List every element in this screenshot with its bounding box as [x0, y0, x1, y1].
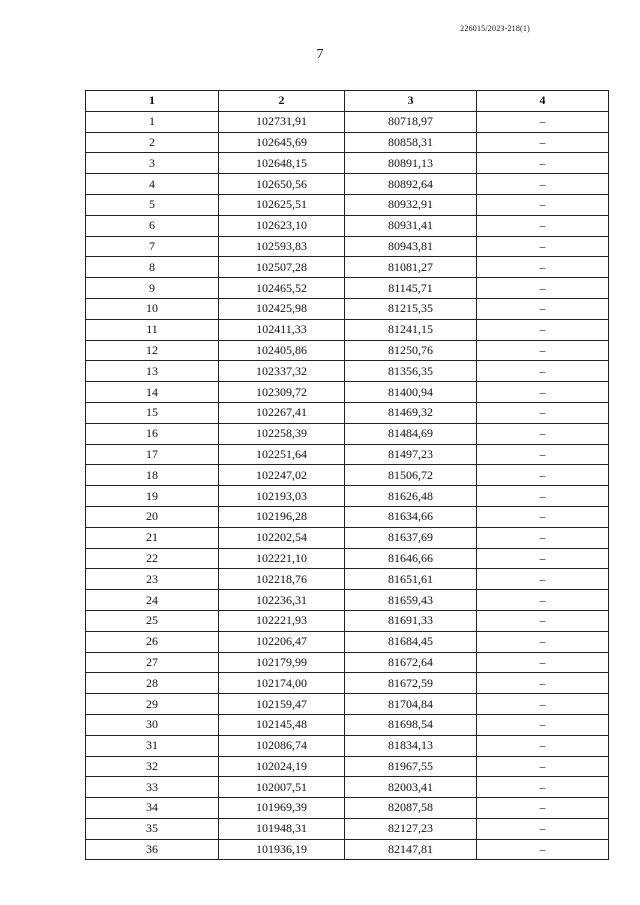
- page-number: 7: [316, 47, 324, 62]
- table-cell: 35: [86, 818, 219, 839]
- table-cell: –: [477, 798, 609, 819]
- table-cell: 81356,35: [345, 361, 477, 382]
- table-cell: 1: [86, 111, 219, 132]
- table-cell: 102267,41: [219, 402, 345, 423]
- table-row: [86, 569, 609, 590]
- table-cell: –: [477, 361, 609, 382]
- table-cell: 82003,41: [345, 777, 477, 798]
- table-row: [86, 486, 609, 507]
- table-cell: 34: [86, 798, 219, 819]
- table-cell: 31: [86, 735, 219, 756]
- table-cell: 15: [86, 402, 219, 423]
- table-row: [86, 298, 609, 319]
- table-cell: 102236,31: [219, 590, 345, 611]
- table-cell: –: [477, 652, 609, 673]
- table-cell: 81469,32: [345, 402, 477, 423]
- table-row: [86, 798, 609, 819]
- table-cell: –: [477, 132, 609, 153]
- table-row: [86, 818, 609, 839]
- table-row: [86, 319, 609, 340]
- table-cell: 81834,13: [345, 735, 477, 756]
- table-cell: 80931,41: [345, 215, 477, 236]
- table-row: [86, 714, 609, 735]
- table-cell: 102196,28: [219, 506, 345, 527]
- table-cell: 10: [86, 298, 219, 319]
- table-cell: 27: [86, 652, 219, 673]
- table-cell: 25: [86, 610, 219, 631]
- table-cell: 102650,56: [219, 174, 345, 195]
- table-cell: 19: [86, 486, 219, 507]
- table-cell: 17: [86, 444, 219, 465]
- table-cell: 16: [86, 423, 219, 444]
- table-cell: –: [477, 111, 609, 132]
- table-cell: 18: [86, 465, 219, 486]
- column-header: 4: [477, 91, 609, 112]
- table-cell: 81484,69: [345, 423, 477, 444]
- table-cell: 102145,48: [219, 714, 345, 735]
- table-row: [86, 444, 609, 465]
- table-row: [86, 735, 609, 756]
- table-cell: 102159,47: [219, 694, 345, 715]
- table-cell: –: [477, 215, 609, 236]
- table-row: [86, 111, 609, 132]
- table-cell: 81497,23: [345, 444, 477, 465]
- table-cell: 12: [86, 340, 219, 361]
- table-cell: –: [477, 278, 609, 299]
- table-cell: 102221,10: [219, 548, 345, 569]
- table-cell: –: [477, 777, 609, 798]
- table-body: [86, 111, 609, 860]
- table-cell: 102623,10: [219, 215, 345, 236]
- table-row: [86, 610, 609, 631]
- table-row: [86, 527, 609, 548]
- table-cell: 82087,58: [345, 798, 477, 819]
- table-cell: 81241,15: [345, 319, 477, 340]
- table-row: [86, 174, 609, 195]
- table-cell: –: [477, 465, 609, 486]
- table-cell: 33: [86, 777, 219, 798]
- table-cell: 81672,64: [345, 652, 477, 673]
- table-cell: –: [477, 818, 609, 839]
- table-cell: 9: [86, 278, 219, 299]
- table-cell: 102221,93: [219, 610, 345, 631]
- table-row: [86, 839, 609, 860]
- table-cell: 14: [86, 382, 219, 403]
- table-cell: 102258,39: [219, 423, 345, 444]
- table-cell: –: [477, 340, 609, 361]
- table-cell: 102193,03: [219, 486, 345, 507]
- table-cell: 81081,27: [345, 257, 477, 278]
- coordinates-table: [85, 90, 609, 860]
- table-cell: 81704,84: [345, 694, 477, 715]
- table-cell: 80718,97: [345, 111, 477, 132]
- table-cell: –: [477, 382, 609, 403]
- table-row: [86, 382, 609, 403]
- table-cell: 81637,69: [345, 527, 477, 548]
- table-header-row: [86, 91, 609, 112]
- table-row: [86, 215, 609, 236]
- column-header: 1: [86, 91, 219, 112]
- table-cell: 101948,31: [219, 818, 345, 839]
- table-cell: –: [477, 673, 609, 694]
- table-cell: 102411,33: [219, 319, 345, 340]
- table-cell: 36: [86, 839, 219, 860]
- table-cell: 101969,39: [219, 798, 345, 819]
- table-cell: 102179,99: [219, 652, 345, 673]
- table-cell: 30: [86, 714, 219, 735]
- table-cell: 20: [86, 506, 219, 527]
- table-cell: –: [477, 590, 609, 611]
- table-cell: 102024,19: [219, 756, 345, 777]
- table-cell: 32: [86, 756, 219, 777]
- table-row: [86, 278, 609, 299]
- table-cell: 102251,64: [219, 444, 345, 465]
- table-cell: 82147,81: [345, 839, 477, 860]
- table-cell: 8: [86, 257, 219, 278]
- table-cell: 81691,33: [345, 610, 477, 631]
- table-cell: –: [477, 423, 609, 444]
- table-cell: 80943,81: [345, 236, 477, 257]
- table-cell: 81684,45: [345, 631, 477, 652]
- table-row: [86, 402, 609, 423]
- table-cell: –: [477, 486, 609, 507]
- table-cell: –: [477, 506, 609, 527]
- table-cell: –: [477, 174, 609, 195]
- table-cell: 102648,15: [219, 153, 345, 174]
- table-row: [86, 694, 609, 715]
- table-row: [86, 340, 609, 361]
- table-row: [86, 777, 609, 798]
- table-cell: –: [477, 548, 609, 569]
- table-cell: 81659,43: [345, 590, 477, 611]
- table-cell: –: [477, 444, 609, 465]
- table-cell: 13: [86, 361, 219, 382]
- table-cell: 80891,13: [345, 153, 477, 174]
- table-cell: 102465,52: [219, 278, 345, 299]
- table-row: [86, 673, 609, 694]
- table-row: [86, 194, 609, 215]
- table-cell: 81698,54: [345, 714, 477, 735]
- table-cell: 102645,69: [219, 132, 345, 153]
- table-row: [86, 257, 609, 278]
- table-cell: 102731,91: [219, 111, 345, 132]
- table-cell: –: [477, 194, 609, 215]
- table-cell: 21: [86, 527, 219, 548]
- table-row: [86, 132, 609, 153]
- table-cell: 5: [86, 194, 219, 215]
- column-header: 3: [345, 91, 477, 112]
- table-row: [86, 652, 609, 673]
- table-cell: 102007,51: [219, 777, 345, 798]
- table-cell: 23: [86, 569, 219, 590]
- table-row: [86, 548, 609, 569]
- table-row: [86, 631, 609, 652]
- table-cell: –: [477, 319, 609, 340]
- table-cell: –: [477, 236, 609, 257]
- table-cell: –: [477, 402, 609, 423]
- table-row: [86, 756, 609, 777]
- table-cell: 80932,91: [345, 194, 477, 215]
- table-cell: 4: [86, 174, 219, 195]
- table-cell: 28: [86, 673, 219, 694]
- table-cell: –: [477, 527, 609, 548]
- table-cell: 102309,72: [219, 382, 345, 403]
- table-row: [86, 465, 609, 486]
- table-row: [86, 423, 609, 444]
- table-cell: 26: [86, 631, 219, 652]
- table-cell: 101936,19: [219, 839, 345, 860]
- table-row: [86, 153, 609, 174]
- table-cell: 102206,47: [219, 631, 345, 652]
- table-cell: 81646,66: [345, 548, 477, 569]
- table-cell: 81651,61: [345, 569, 477, 590]
- table-cell: 81634,66: [345, 506, 477, 527]
- table-row: [86, 590, 609, 611]
- table-cell: 102405,86: [219, 340, 345, 361]
- table-cell: 22: [86, 548, 219, 569]
- table-cell: –: [477, 714, 609, 735]
- table-cell: 7: [86, 236, 219, 257]
- table-cell: –: [477, 631, 609, 652]
- table-cell: 102625,51: [219, 194, 345, 215]
- table-cell: 2: [86, 132, 219, 153]
- table-cell: 82127,23: [345, 818, 477, 839]
- table-cell: –: [477, 257, 609, 278]
- column-header: 2: [219, 91, 345, 112]
- table-cell: 81626,48: [345, 486, 477, 507]
- table-cell: 3: [86, 153, 219, 174]
- table-cell: –: [477, 569, 609, 590]
- table-cell: 81506,72: [345, 465, 477, 486]
- table-cell: 11: [86, 319, 219, 340]
- table-cell: 102337,32: [219, 361, 345, 382]
- table-cell: 6: [86, 215, 219, 236]
- table-cell: –: [477, 756, 609, 777]
- table-cell: –: [477, 298, 609, 319]
- table-cell: 102593,83: [219, 236, 345, 257]
- table-cell: 81400,94: [345, 382, 477, 403]
- table-cell: 81145,71: [345, 278, 477, 299]
- document-reference: 226015/2023-218(1): [460, 24, 530, 33]
- table-cell: 81215,35: [345, 298, 477, 319]
- table-cell: 102247,02: [219, 465, 345, 486]
- table-cell: 102425,98: [219, 298, 345, 319]
- table-cell: –: [477, 694, 609, 715]
- table-row: [86, 236, 609, 257]
- table-cell: 80892,64: [345, 174, 477, 195]
- table-row: [86, 361, 609, 382]
- table-cell: 80858,31: [345, 132, 477, 153]
- table-cell: 81967,55: [345, 756, 477, 777]
- table-cell: –: [477, 610, 609, 631]
- table-cell: 102174,00: [219, 673, 345, 694]
- table-cell: 24: [86, 590, 219, 611]
- table-cell: 102507,28: [219, 257, 345, 278]
- table-cell: 102086,74: [219, 735, 345, 756]
- table-cell: 102202,54: [219, 527, 345, 548]
- table-cell: –: [477, 153, 609, 174]
- table-cell: 29: [86, 694, 219, 715]
- table-cell: –: [477, 839, 609, 860]
- table-cell: 102218,76: [219, 569, 345, 590]
- table-cell: 81672,59: [345, 673, 477, 694]
- table-cell: 81250,76: [345, 340, 477, 361]
- table-cell: –: [477, 735, 609, 756]
- table-row: [86, 506, 609, 527]
